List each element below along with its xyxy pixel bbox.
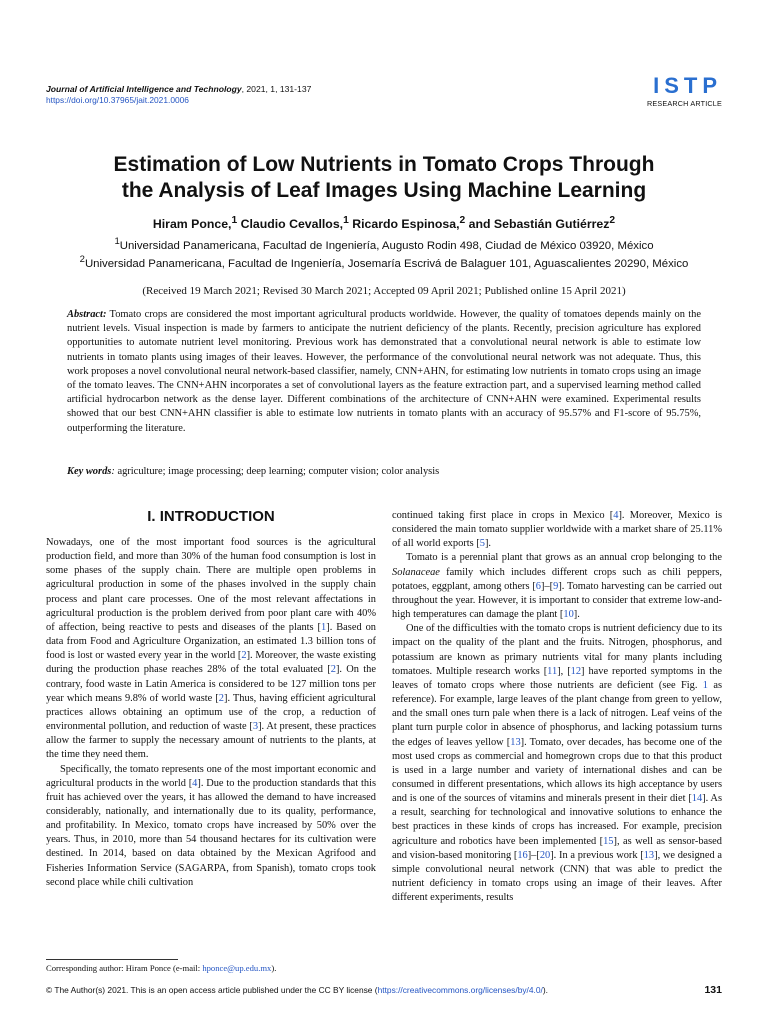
citation-link[interactable]: 4	[613, 510, 619, 521]
right-column	[392, 509, 722, 905]
citation-link[interactable]: 11	[547, 665, 558, 677]
keywords-label: Key words	[67, 466, 112, 477]
paragraph: continued taking first place in crops in Mexico [4]. Moreover, Mexico is considered the main tomato supplier worldwide with a market share of 25.11% of all world exports [5].	[392, 510, 722, 550]
citation-link[interactable]: 3	[252, 721, 259, 733]
citation-link[interactable]: 4	[192, 777, 198, 789]
citation-link[interactable]: 14	[691, 793, 703, 805]
article-type: RESEARCH ARTICLE	[647, 99, 722, 108]
citation-link[interactable]: 10	[563, 609, 574, 621]
keywords-text: agriculture; image processing; deep learning; computer vision; color analysis	[114, 466, 440, 477]
logo-wordmark: ISTP	[653, 73, 722, 98]
footnote-divider	[46, 959, 178, 960]
citation-link[interactable]: 2	[218, 692, 224, 704]
figure-link[interactable]: 1	[702, 679, 708, 691]
doi-link[interactable]: https://doi.org/10.37965/jait.2021.0006	[46, 95, 189, 105]
affiliation-mark: 1	[114, 236, 120, 247]
paragraph: Nowadays, one of the most important food sources is the agricultural production field, and more than 30% of the human food consumption is lost in some phases of the supply chain. There are multiple open problems in agricultural production in some of the phases involved in the supply chain process and plant care processes. One of the most relevant affectations in agricultural production is the problem derived from poor plant care with 40% of affection, being reactive to pests and diseases of the plants [1]. Based on data from Food and Agriculture Organization, an estimated 1.3 billion tons of food is lost or wasted every year in the world [2]. Moreover, the waste existing during the production phase reaches 28% of the total evaluated [2]. On the contrary, food waste in Latin America is considered to be 127 million tons per year which means 9.8% of world waste [2]. Thus, having efficient agricultural practices allows obtaining an optimum use of the crop, a reduction of environmental pollution, and reduction of waste [3]. At present, these practices allow the farmer to supply the necessary amount of nutrients to the plants, at the time they need them.	[46, 537, 376, 761]
author: Hiram Ponce,	[152, 217, 232, 232]
abstract-text: Tomato crops are considered the most important agricultural products worldwide. However, the quality of tomatoes depends mainly on the nutrient levels. Visual inspection is made by farmers to anticipate the nutrient deficiency of the plants. Recently, precision agriculture has explored opportunities to automate nutrient level monitoring. Previous work has demonstrated that a convolutional neural network is able to estimate low nutrients in tomato plants using images of their leaves. However, the performance of the convolutional neural network was not adequate. Thus, this work proposes a novel convolutional neural network-based classifier, namely, CNN+AHN, for estimating low nutrients in tomato crops using an image of the tomato leaves. The CNN+AHN incorporates a set of convolutional layers as the feature extraction part, and a supervised learning method called artificial hydrocarbon network as the dense layer. Different combinations of the architecture of CNN+AHN were examined. Experimental results showed that our best CNN+AHN classifier is able to estimate low nutrients in tomato plants with an accuracy of 95.57% and F1-score of 95.75%, outperforming the literature.	[67, 309, 701, 434]
citation-link[interactable]: 2	[241, 650, 247, 662]
citation-link[interactable]: 9	[553, 580, 559, 592]
author: and Sebastián Gutiérrez	[468, 217, 610, 232]
keywords-colon: :	[111, 466, 115, 477]
keywords	[67, 466, 701, 477]
citation-link[interactable]: 15	[603, 835, 614, 847]
abstract-label: Abstract:	[67, 309, 107, 320]
journal-details: , 2021, 1, 131-137	[241, 84, 312, 94]
title-line-2: the Analysis of Leaf Images Using Machine Learning	[121, 179, 647, 202]
citation-link[interactable]: 16	[517, 849, 528, 861]
abstract	[67, 308, 701, 436]
paragraph: One of the difficulties with the tomato crops is nutrient deficiency due to its impact on the quality of the plant and the fruits. Nitrogen, phosphorus, and potassium are known as primary nutrients vital for many plants including tomatoes. Multiple research works [11], [12] have reported symptoms in the leaves of tomato crops where those nutrients are deficient (see Fig. 1 as reference). For example, large leaves of the plant change from green to yellow, and the small ones turn pale when there is a lack of nitrogen. Leaf veins of the plant turn purple color in absence of phosphorus, and lacking potassium turns the edges of leaves yellow [13]. Tomato, over decades, has become one of the most used crops as commercial and homegrown crops due to that this product is used in a large number and variety of international dishes and can be consumed in different presentations, which allows its high acceptance by users and is one of the sources of vitamins and minerals present in their diet [14]. As a result, searching for technological and innovative solutions to enhance the best practices in these kinds of crops has increased. For example, precision agriculture and robotics have been implemented [15], as well as sensor-based and vision-based monitoring [16]–[20]. In a previous work [13], we designed a simple convolutional neural network (CNN) that was able to predict the nutrient deficiency in tomato crops using an image of their leaves. After different experiments, results	[392, 623, 723, 904]
affiliation-text: Universidad Panamericana, Facultad de Ingeniería, Augusto Rodin 498, Ciudad de México 03920, México	[119, 239, 654, 252]
license-footer: © The Author(s) 2021. This is an open access article published under the CC BY license (https://creativecommons.org/licenses/by/4.0/).	[46, 985, 548, 995]
citation-link[interactable]: 20	[539, 849, 551, 861]
citation-link[interactable]: 13	[643, 849, 655, 861]
author-list	[40, 215, 728, 231]
affiliation-1	[30, 236, 738, 252]
page-number: 131	[704, 984, 722, 996]
email-link[interactable]: hponce@up.edu.mx	[202, 963, 272, 973]
istp-logo	[626, 75, 722, 108]
author-affiliation-mark: 2	[609, 215, 616, 226]
citation-link[interactable]: 13	[510, 736, 521, 748]
left-column	[46, 536, 376, 890]
journal-name: Journal of Artificial Intelligence and Technology	[46, 84, 242, 94]
section-heading: I. INTRODUCTION	[147, 508, 275, 525]
publication-dates: (Received 19 March 2021; Revised 30 March 2021; Accepted 09 April 2021; Published online 15 April 2021)	[142, 285, 626, 297]
italic-term: Solanaceae	[392, 566, 440, 578]
corresponding-author-note: Corresponding author: Hiram Ponce (e-mail: hponce@up.edu.mx).	[46, 963, 277, 973]
author-affiliation-mark: 1	[343, 215, 349, 226]
author-affiliation-mark: 2	[459, 215, 466, 226]
paragraph: Specifically, the tomato represents one of the most important economic and agricultural products in the world [4]. Due to the production standards that this fruit has achieved over the years, it has allowed the demand to have increased considerably, nationally, and internationally due to its quality, performance, and profitability. In Mexico, tomato crops have increased by 50% over the years. Thus, in 2010, more than 54 thousand hectares for its cultivation were destined. In 2014, based on data obtained by the Mexican Agrifood and Fisheries Information Service (SAGARPA, from Spanish), tomato crops took second place while chili cultivation	[46, 763, 376, 888]
journal-citation	[46, 84, 311, 95]
affiliation-text: Universidad Panamericana, Facultad de Ingeniería, Josemaría Escrivá de Balaguer 101, Aguascalientes 20290, México	[84, 257, 689, 270]
paper-title	[40, 152, 728, 204]
citation-link[interactable]: 2	[330, 664, 336, 676]
citation-link[interactable]: 1	[321, 621, 327, 633]
title-line-1: Estimation of Low Nutrients in Tomato Crops Through	[113, 153, 655, 176]
license-link[interactable]: https://creativecommons.org/licenses/by/4.0/	[377, 985, 543, 995]
affiliation-2	[30, 254, 738, 270]
affiliation-mark: 2	[79, 254, 85, 265]
citation-link[interactable]: 12	[570, 665, 582, 677]
paragraph: Tomato is a perennial plant that grows as an annual crop belonging to the Solanaceae family which includes different crops such as chili peppers, potatoes, eggplant, among others [6]–[9]. Tomato harvesting can be carried out throughout the year. However, it is important to consider that extreme low-and-high temperatures can damage the plant [10].	[392, 552, 722, 621]
citation-link[interactable]: 6	[535, 580, 541, 592]
author: Claudio Cevallos,	[240, 217, 344, 232]
author: Ricardo Espinosa,	[352, 217, 460, 232]
citation-link[interactable]: 5	[479, 538, 485, 550]
author-affiliation-mark: 1	[231, 215, 238, 226]
